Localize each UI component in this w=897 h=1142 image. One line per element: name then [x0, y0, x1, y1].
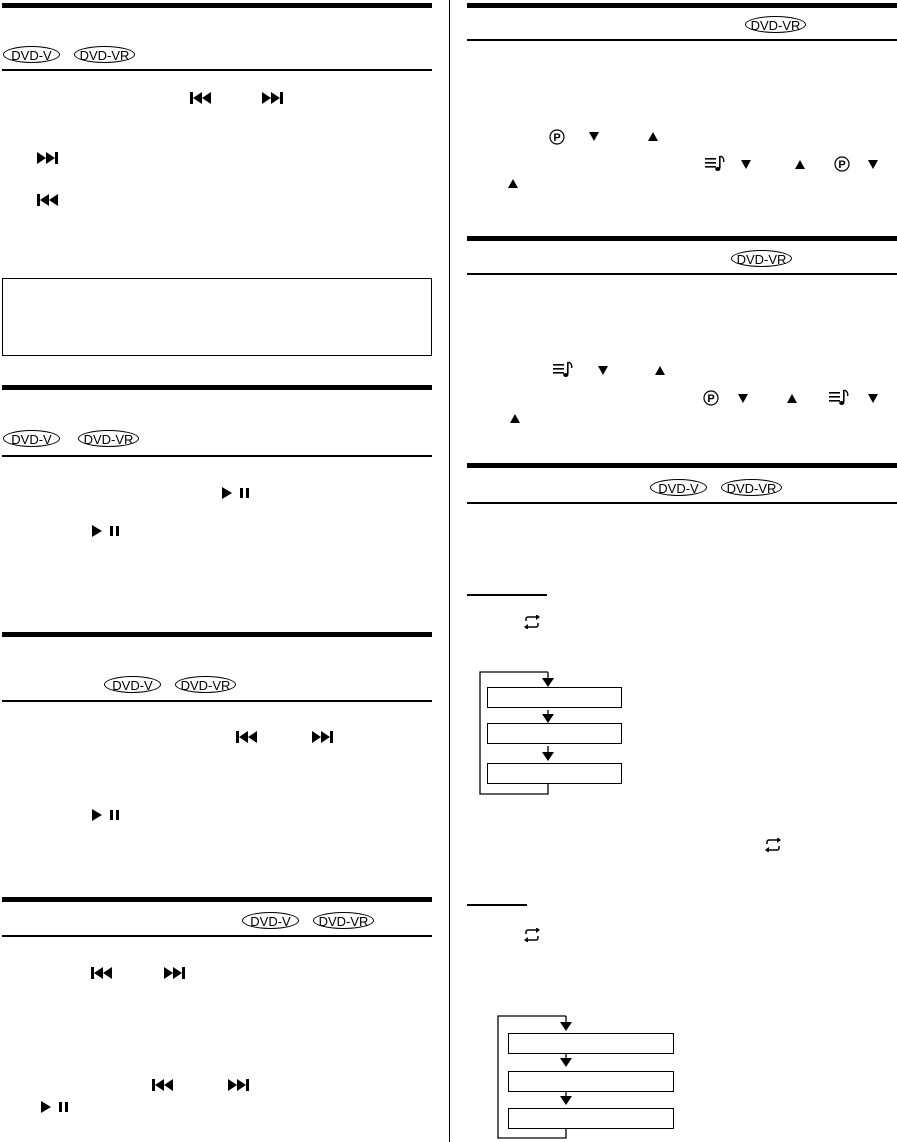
playlist-icon [553, 361, 575, 379]
repeat-icon [522, 928, 542, 942]
playlist-icon [829, 389, 851, 407]
next-track-icon [37, 151, 71, 165]
up-arrow-icon [786, 392, 798, 404]
svg-text:P: P [838, 159, 846, 171]
section-rule-thick [467, 236, 897, 241]
down-arrow-icon [867, 158, 879, 170]
svg-text:P: P [707, 393, 715, 405]
down-arrow-icon [737, 392, 749, 404]
section-rule-thin [467, 502, 897, 504]
program-p-icon [549, 129, 565, 145]
dvd-v-badge: DVD-V [3, 430, 60, 447]
section-rule-thick [2, 897, 432, 902]
dvd-vr-badge: DVD-VR [175, 676, 236, 693]
dvd-v-badge: DVD-V [650, 479, 707, 496]
dvd-v-badge: DVD-V [242, 912, 299, 929]
section-rule-thick [467, 3, 897, 8]
flow-step-box [508, 1071, 674, 1092]
repeat-icon [763, 838, 783, 852]
subheading-underline [467, 594, 547, 596]
next-track-icon [312, 730, 346, 744]
section-rule-thick [2, 3, 432, 8]
previous-track-icon [37, 193, 71, 207]
dvd-vr-badge: DVD-VR [731, 250, 792, 267]
dvd-vr-badge: DVD-VR [78, 430, 139, 447]
play-pause-icon [41, 1100, 73, 1114]
next-track-icon [228, 1078, 262, 1092]
flow-step-box [487, 687, 622, 708]
svg-text:P: P [553, 132, 561, 144]
section-rule-thick [467, 463, 897, 468]
down-arrow-icon [597, 364, 609, 376]
section-rule-thin [2, 935, 432, 937]
flow-step-box [487, 723, 622, 744]
dvd-vr-badge: DVD-VR [74, 46, 135, 63]
up-arrow-icon [794, 158, 806, 170]
next-track-icon [262, 91, 296, 105]
up-arrow-icon [509, 412, 521, 424]
flow-step-box [508, 1108, 674, 1129]
dvd-vr-badge: DVD-VR [313, 912, 374, 929]
up-arrow-icon [647, 130, 659, 142]
play-pause-icon [92, 808, 124, 822]
program-p-icon [834, 156, 850, 172]
previous-track-icon [236, 730, 270, 744]
section-rule-thick [2, 632, 432, 637]
down-arrow-icon [740, 158, 752, 170]
playlist-icon [705, 155, 727, 173]
down-arrow-icon [588, 130, 600, 142]
note-box [2, 278, 432, 356]
previous-track-icon [190, 91, 224, 105]
section-rule-thin [2, 69, 432, 71]
up-arrow-icon [654, 364, 666, 376]
dvd-vr-badge: DVD-VR [745, 16, 806, 33]
dvd-v-badge: DVD-V [104, 676, 161, 693]
section-rule-thin [2, 700, 432, 702]
section-rule-thin [2, 455, 432, 457]
program-p-icon [703, 390, 719, 406]
flow-step-box [508, 1033, 674, 1054]
play-pause-icon [92, 524, 124, 538]
dvd-v-badge: DVD-V [3, 46, 60, 63]
section-rule-thin [467, 273, 897, 275]
up-arrow-icon [507, 177, 519, 189]
next-track-icon [164, 966, 198, 980]
subheading-underline [467, 904, 527, 906]
section-rule-thin [467, 39, 897, 41]
section-rule-thick [2, 385, 432, 390]
column-divider [449, 0, 450, 1142]
flow-step-box [487, 763, 622, 784]
previous-track-icon [91, 966, 125, 980]
repeat-icon [522, 615, 542, 629]
down-arrow-icon [867, 392, 879, 404]
play-pause-icon [222, 486, 254, 500]
previous-track-icon [152, 1078, 186, 1092]
dvd-vr-badge: DVD-VR [721, 479, 782, 496]
